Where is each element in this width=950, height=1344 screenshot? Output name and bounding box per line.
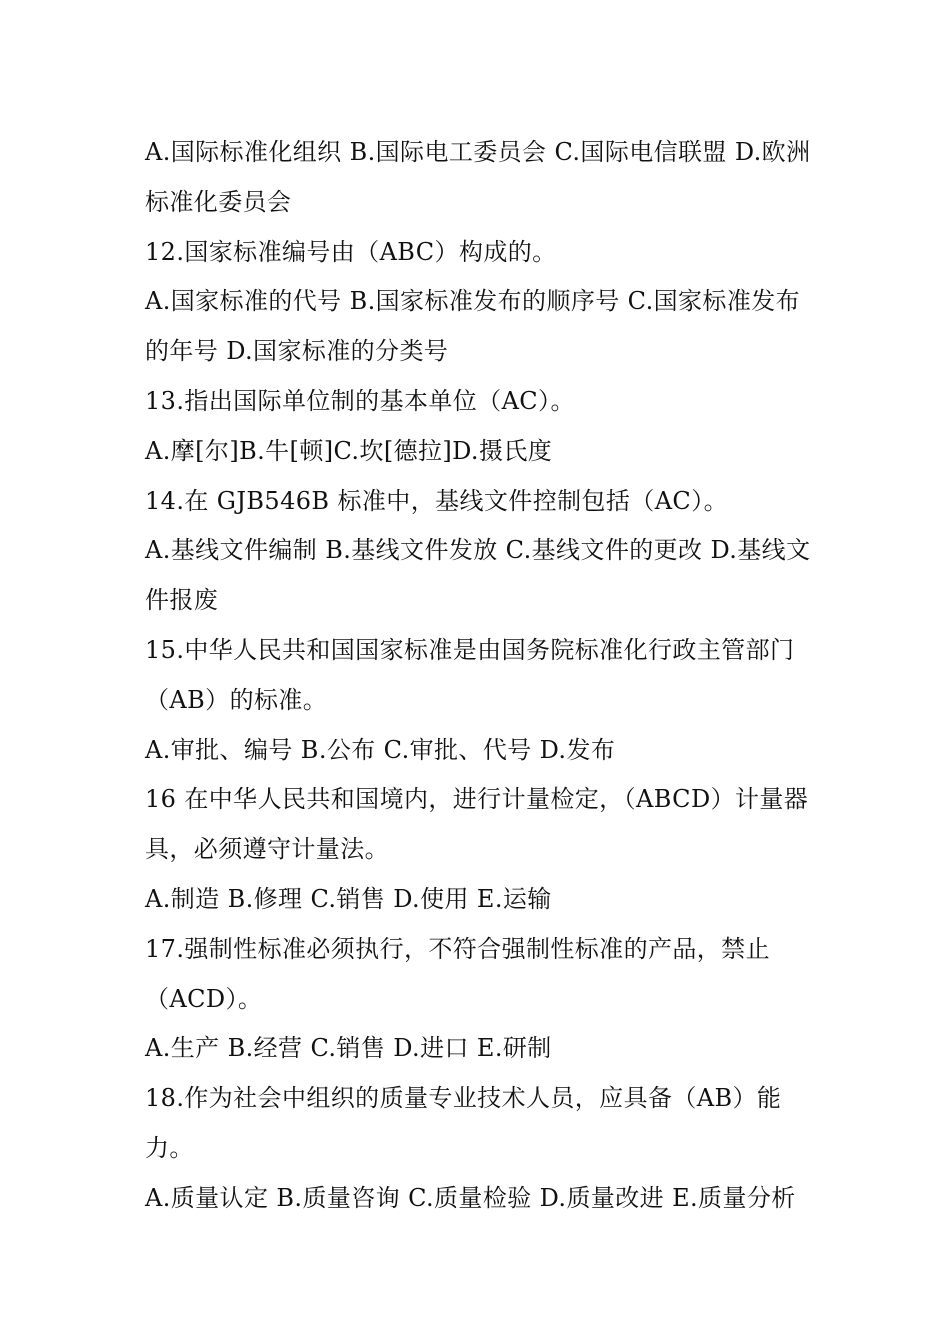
question-15: 15.中华人民共和国国家标准是由国务院标准化行政主管部门	[145, 635, 795, 664]
options-18: A.质量认定 B.质量咨询 C.质量检验 D.质量改进 E.质量分析	[145, 1183, 796, 1212]
text-line: A.国际标准化组织 B.国际电工委员会 C.国际电信联盟 D.欧洲	[145, 138, 811, 166]
question-18-cont: 力。	[145, 1133, 194, 1162]
options-14: A.基线文件编制 B.基线文件发放 C.基线文件的更改 D.基线文	[145, 536, 811, 565]
options-15: A.审批、编号 B.公布 C.审批、代号 D.发布	[145, 735, 616, 764]
question-12: 12.国家标准编号由（ABC）构成的。	[145, 237, 557, 266]
question-16: 16 在中华人民共和国境内，进行计量检定，（ABCD）计量器	[145, 785, 809, 814]
question-16-cont: 具，必须遵守计量法。	[145, 835, 389, 864]
options-17: A.生产 B.经营 C.销售 D.进口 E.研制	[145, 1034, 552, 1063]
question-14: 14.在 GJB546B 标准中，基线文件控制包括（AC）。	[145, 486, 728, 515]
text-line: 标准化委员会	[145, 187, 292, 216]
options-12-cont: 的年号 D.国家标准的分类号	[145, 337, 449, 366]
question-17: 17.强制性标准必须执行，不符合强制性标准的产品，禁止	[145, 934, 770, 963]
options-12: A.国家标准的代号 B.国家标准发布的顺序号 C.国家标准发布	[145, 287, 801, 316]
question-18: 18.作为社会中组织的质量专业技术人员，应具备（AB）能	[145, 1084, 782, 1113]
question-13: 13.指出国际单位制的基本单位（AC）。	[145, 386, 575, 415]
question-17-cont: （ACD）。	[145, 984, 263, 1013]
options-16: A.制造 B.修理 C.销售 D.使用 E.运输	[145, 884, 552, 913]
document-body	[145, 128, 810, 1224]
question-15-cont: （AB）的标准。	[145, 685, 328, 714]
options-13: A.摩[尔]B.牛[顿]C.坎[德拉]D.摄氏度	[145, 436, 553, 465]
options-14-cont: 件报废	[145, 586, 219, 615]
